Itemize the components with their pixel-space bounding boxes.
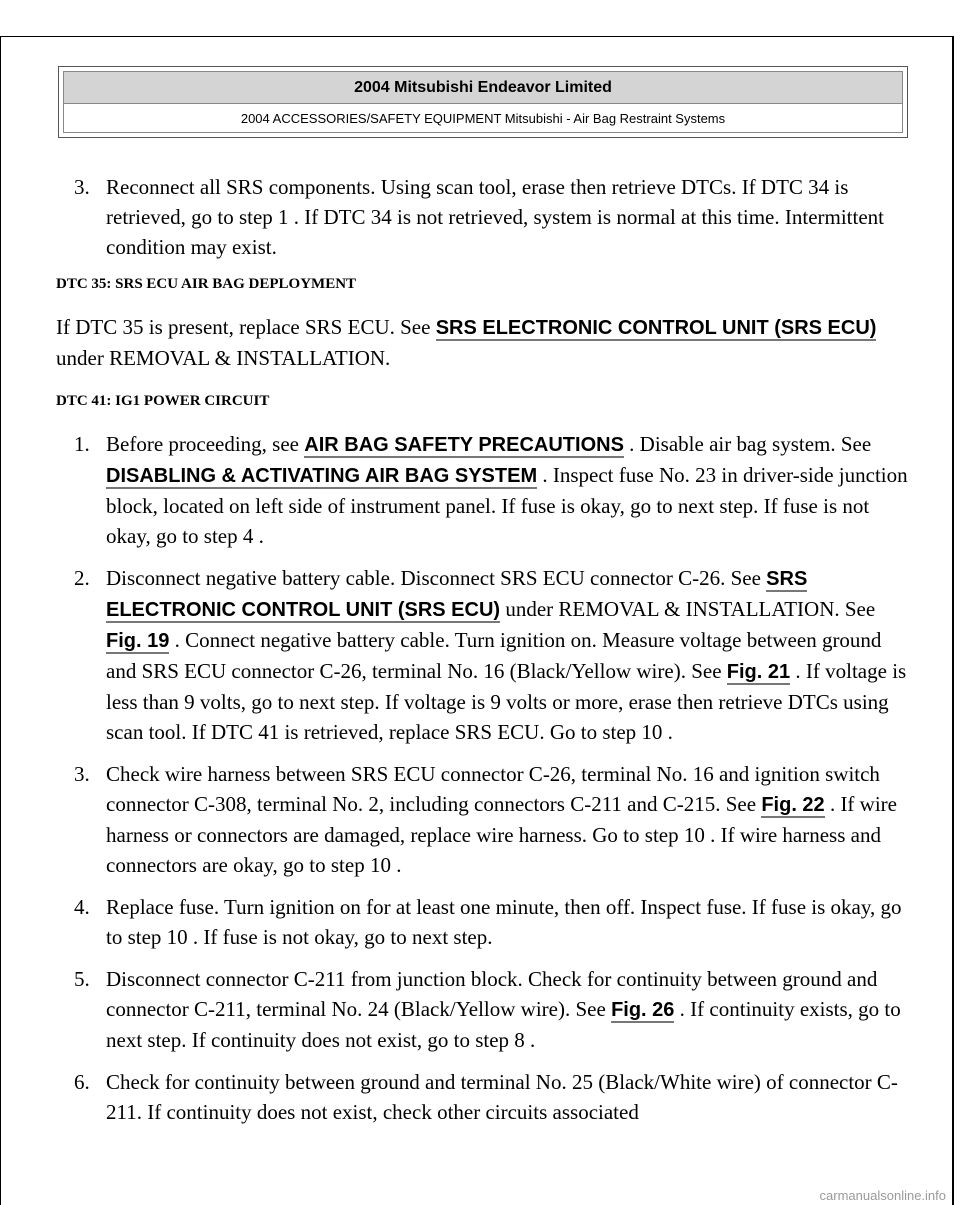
dtc41-step-3: [74, 759, 914, 880]
step-text-part: . If voltage is less than 9 volts, go to next step. If voltage is 9 volts or more, erase then retrieve DTCs using scan tool. If DTC 41 is retrieved, replace SRS ECU. Go to step 10 .: [106, 659, 907, 744]
vehicle-title: 2004 Mitsubishi Endeavor Limited: [64, 72, 902, 104]
step-number: 3.: [74, 762, 90, 786]
step-text-part: Disconnect negative battery cable. Disconnect SRS ECU connector C-26. See: [106, 566, 767, 590]
step-text-part: Before proceeding, see: [106, 432, 305, 456]
step-number: 1.: [74, 432, 90, 456]
dtc35-paragraph: [56, 312, 914, 373]
step-number: 3.: [74, 175, 90, 199]
dtc35-text-after: under REMOVAL & INSTALLATION.: [56, 346, 391, 370]
step-text: Check for continuity between ground and terminal No. 25 (Black/White wire) of connector C-211. If continuity does not exist, check other circuits associated: [106, 1070, 898, 1124]
step-text: Replace fuse. Turn ignition on for at least one minute, then off. Inspect fuse. If fuse is okay, go to step 10 . If fuse is not okay, go to next step.: [106, 895, 902, 949]
step-text-part: Check wire harness between SRS ECU connector C-26, terminal No. 16 and ignition switch connector C-308, terminal No. 2, including connectors C-211 and C-215. See: [106, 762, 880, 816]
step-text-part: . Inspect fuse No. 23 in driver-side junction block, located on left side of instrument panel. If fuse is okay, go to next step. If fuse is not okay, go to step 4 .: [106, 463, 908, 548]
fig-19-link[interactable]: Fig. 19: [106, 630, 170, 652]
document-header: [58, 66, 908, 138]
step-text-part: . If wire harness or connectors are damaged, replace wire harness. Go to step 10 . If wire harness and connectors are okay, go to step 10 .: [106, 792, 897, 877]
step-text: [106, 563, 914, 747]
srs-ecu-link[interactable]: SRS ELECTRONIC CONTROL UNIT (SRS ECU): [435, 317, 877, 339]
air-bag-safety-precautions-link[interactable]: AIR BAG SAFETY PRECAUTIONS: [304, 434, 624, 456]
dtc41-step-6: [74, 1067, 914, 1127]
step-text-part: . Disable air bag system. See: [623, 432, 872, 456]
dtc41-step-1: [74, 429, 914, 551]
site-watermark: carmanualsonline.info: [819, 1188, 946, 1203]
step-text: [106, 429, 914, 551]
step-text-part: under REMOVAL & INSTALLATION. See: [500, 597, 876, 621]
dtc35-heading: DTC 35: SRS ECU AIR BAG DEPLOYMENT: [56, 276, 357, 292]
header-inner: [63, 71, 903, 133]
step-text: [106, 759, 914, 880]
fig-22-link[interactable]: Fig. 22: [761, 794, 825, 816]
step-text-part: . Connect negative battery cable. Turn ignition on. Measure voltage between ground and SRS ECU connector C-26, terminal No. 16 (Black/Yellow wire). See: [106, 628, 882, 683]
fig-26-link[interactable]: Fig. 26: [611, 999, 675, 1021]
dtc41-step-2: [74, 563, 914, 747]
step-text-part: Disconnect connector C-211 from junction block. Check for continuity between ground and connector C-211, terminal No. 24 (Black/Yellow wire). See: [106, 967, 878, 1021]
dtc41-step-5: [74, 964, 914, 1055]
fig-21-link[interactable]: Fig. 21: [726, 661, 791, 683]
disabling-activating-air-bag-link[interactable]: DISABLING & ACTIVATING AIR BAG SYSTEM: [106, 465, 538, 487]
dtc41-heading: DTC 41: IG1 POWER CIRCUIT: [56, 393, 270, 409]
document-body: [56, 172, 914, 1139]
srs-ecu-link[interactable]: SRS ELECTRONIC CONTROL UNIT (SRS ECU): [106, 568, 808, 621]
dtc41-step-4: [74, 892, 914, 952]
step-number: 5.: [74, 967, 90, 991]
dtc35-text-before: If DTC 35 is present, replace SRS ECU. See: [56, 315, 436, 339]
step-text-part: . If continuity exists, go to next step. If continuity does not exist, go to step 8 .: [106, 997, 901, 1052]
dtc34-step-3: [74, 172, 914, 262]
section-title: 2004 ACCESSORIES/SAFETY EQUIPMENT Mitsubishi - Air Bag Restraint Systems: [240, 110, 726, 126]
step-number: 4.: [74, 895, 90, 919]
step-text: [106, 964, 914, 1055]
step-number: 6.: [74, 1070, 90, 1094]
step-number: 2.: [74, 566, 90, 590]
step-text: Reconnect all SRS components. Using scan tool, erase then retrieve DTCs. If DTC 34 is retrieved, go to step 1 . If DTC 34 is not retrieved, system is normal at this time. Intermittent condition may exist.: [106, 175, 885, 259]
